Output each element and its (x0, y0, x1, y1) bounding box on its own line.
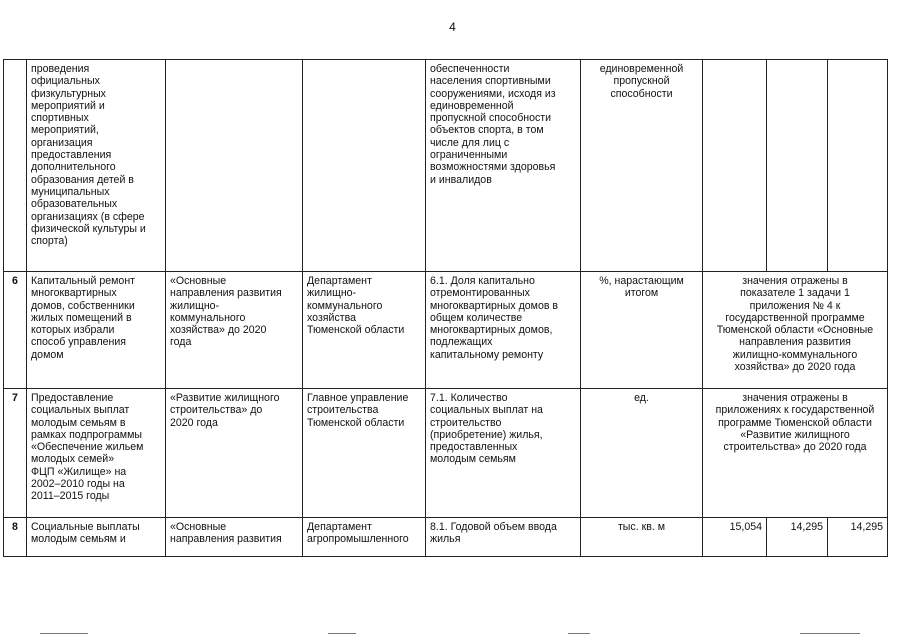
value-cell-2: 14,295 (767, 518, 828, 557)
program-cell: «Основные направления развития (166, 518, 303, 557)
task-cell: Капитальный ремонт многоквартирных домов, собственники жилых помещений в которых избрали способ управления домом (27, 272, 166, 389)
value-cell-3 (828, 60, 888, 272)
task-cell: проведения официальных физкультурных мероприятий и спортивных мероприятий, организация предоставления дополнительного образования детей в муниципальных образовательных организациях (в сфере физической культуры и спорта) (27, 60, 166, 272)
unit-cell: единовременной пропускной способности (581, 60, 703, 272)
value-cell-2 (767, 60, 828, 272)
page-number: 4 (449, 20, 456, 34)
row-number: 6 (4, 272, 27, 389)
row-number (4, 60, 27, 272)
program-cell (166, 60, 303, 272)
value-cell-1 (703, 60, 767, 272)
table-row (4, 272, 888, 389)
executor-cell: Департамент агропромышленного (303, 518, 426, 557)
executor-cell: Главное управление строительства Тюменской области (303, 389, 426, 518)
task-cell: Предоставление социальных выплат молодым семьям в рамках подпрограммы «Обеспечение жильем молодых семей» ФЦП «Жилище» на 2002–2010 годы на 2011–2015 годы (27, 389, 166, 518)
indicator-cell: 8.1. Годовой объем ввода жилья (426, 518, 581, 557)
scan-artifact-line (40, 633, 88, 634)
unit-cell: ед. (581, 389, 703, 518)
executor-cell (303, 60, 426, 272)
scan-artifact-line (568, 633, 590, 634)
merged-note-cell: значения отражены в приложениях к государственной программе Тюменской области «Развитие жилищного строительства» до 2020 года (703, 389, 888, 518)
value-cell-1: 15,054 (703, 518, 767, 557)
row-number: 7 (4, 389, 27, 518)
scan-artifact-line (328, 633, 356, 634)
task-cell: Социальные выплаты молодым семьям и (27, 518, 166, 557)
program-table (3, 59, 888, 557)
executor-cell: Департамент жилищно- коммунального хозяйства Тюменской области (303, 272, 426, 389)
program-cell: «Развитие жилищного строительства» до 2020 года (166, 389, 303, 518)
scan-artifact-line (800, 633, 860, 634)
table-row (4, 518, 888, 557)
indicator-cell: 6.1. Доля капитально отремонтированных многоквартирных домов в общем количестве многоквартирных домов, подлежащих капитальному ремонту (426, 272, 581, 389)
table-row (4, 389, 888, 518)
unit-cell: тыс. кв. м (581, 518, 703, 557)
merged-note-cell: значения отражены в показателе 1 задачи 1 приложения № 4 к государственной программе Тюменской области «Основные направления развития жилищно-коммунального хозяйства» до 2020 года (703, 272, 888, 389)
unit-cell: %, нарастающим итогом (581, 272, 703, 389)
indicator-cell: 7.1. Количество социальных выплат на строительство (приобретение) жилья, предоставленных молодым семьям (426, 389, 581, 518)
program-cell: «Основные направления развития жилищно- коммунального хозяйства» до 2020 года (166, 272, 303, 389)
table-row (4, 60, 888, 272)
row-number: 8 (4, 518, 27, 557)
value-cell-3: 14,295 (828, 518, 888, 557)
indicator-cell: обеспеченности населения спортивными сооружениями, исходя из единовременной пропускной способности объектов спорта, в том числе для лиц с ограниченными возможностями здоровья и инвалидов (426, 60, 581, 272)
